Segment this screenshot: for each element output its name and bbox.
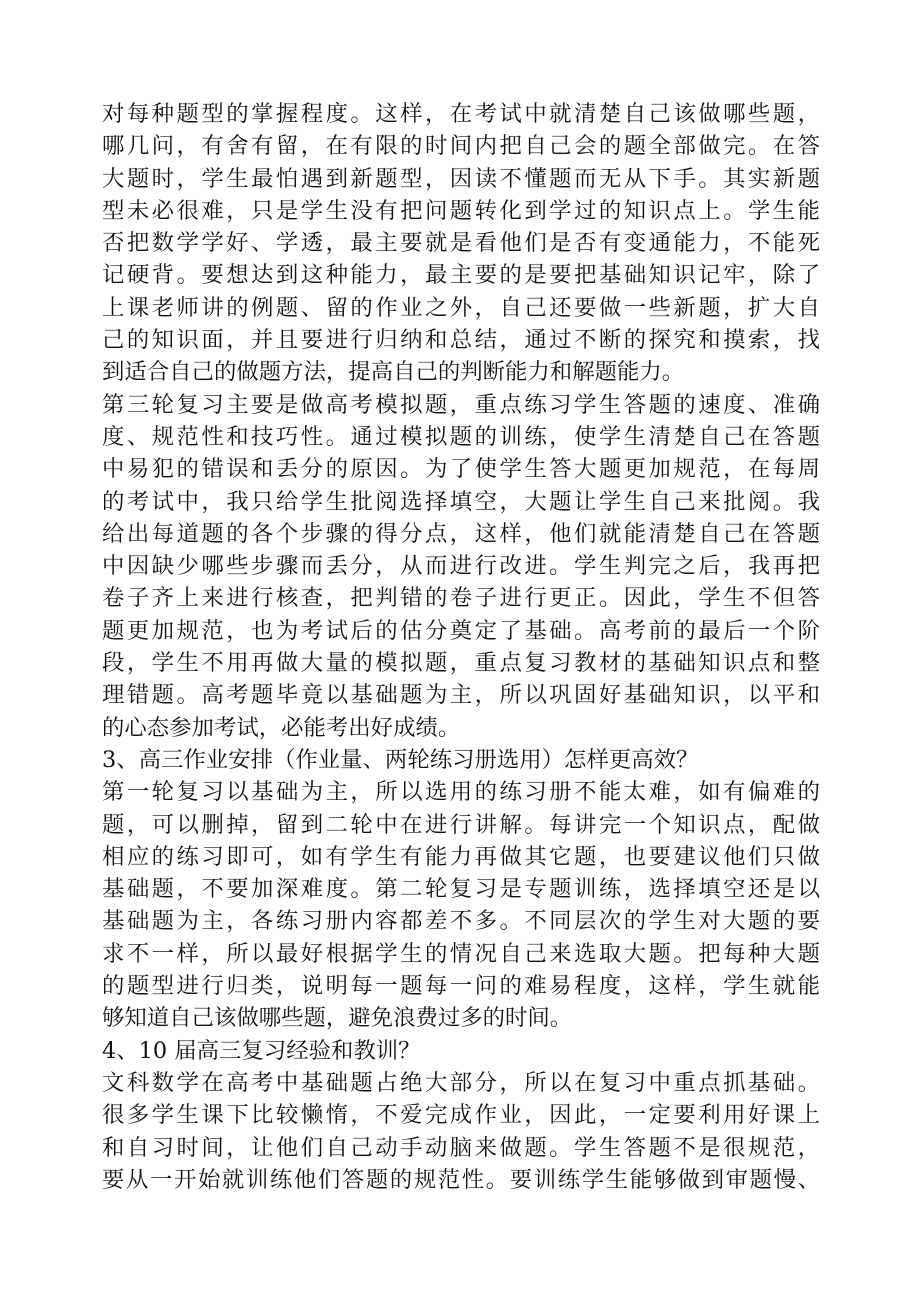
text-line: 度、规范性和技巧性。通过模拟题的训练，使学生清楚自己在答题 [102,423,820,450]
paragraph-lessons [102,1067,820,1196]
text-line: 到适合自己的做题方法，提高自己的判断能力和解题能力。 [102,359,685,386]
text-line: 己的知识面，并且要进行归纳和总结，通过不断的探究和摸索，找 [102,327,820,354]
text-line: 卷子齐上来进行核查，把判错的卷子进行更正。因此，学生不但答 [102,585,820,612]
text-line: 够知道自己该做哪些题，避免浪费过多的时间。 [102,1005,573,1032]
text-line: 给出每道题的各个步骤的得分点，这样，他们就能清楚自己在答题 [102,520,820,547]
section-heading: 3、高三作业安排（作业量、两轮练习册选用）怎样更高效？ [102,746,699,773]
heading-question-4 [102,1035,820,1067]
text-line: 第一轮复习以基础为主，所以选用的练习册不能太难，如有偏难的 [102,779,820,806]
text-line: 型未必很难，只是学生没有把问题转化到学过的知识点上。学生能 [102,197,820,224]
heading-question-3 [102,744,820,776]
text-line: 很多学生课下比较懒惰，不爱完成作业，因此，一定要利用好课上 [102,1102,820,1129]
text-line: 中因缺少哪些步骤而丢分，从而进行改进。学生判完之后，我再把 [102,553,820,580]
text-line: 对每种题型的掌握程度。这样，在考试中就清楚自己该做哪些题， [102,101,820,127]
paragraph-third-round-review [102,389,820,744]
paragraph-continuation [102,98,820,389]
text-line: 的题型进行归类，说明每一题每一问的难易程度，这样，学生就能 [102,973,820,1000]
text-line: 要从一开始就训练他们答题的规范性。要训练学生能够做到审题慢、 [102,1166,820,1193]
text-line: 基础题为主，各练习册内容都差不多。不同层次的学生对大题的要 [102,908,820,935]
text-line: 第三轮复习主要是做高考模拟题，重点练习学生答题的速度、准确 [102,391,820,418]
text-line: 的心态参加考试，必能考出好成绩。 [102,714,461,741]
section-heading: 4、10 届高三复习经验和教训？ [102,1037,421,1064]
document-page [102,98,820,1196]
text-line: 相应的练习即可，如有学生有能力再做其它题，也要建议他们只做 [102,843,820,870]
text-line: 的考试中，我只给学生批阅选择填空，大题让学生自己来批阅。我 [102,488,820,515]
paragraph-homework-arrangement [102,776,820,1034]
text-line: 题，可以删掉，留到二轮中在进行讲解。每讲完一个知识点，配做 [102,811,820,838]
text-line: 求不一样，所以最好根据学生的情况自己来选取大题。把每种大题 [102,940,820,967]
text-line: 中易犯的错误和丢分的原因。为了使学生答大题更加规范，在每周 [102,456,820,483]
text-line: 理错题。高考题毕竟以基础题为主，所以巩固好基础知识，以平和 [102,682,820,709]
text-line: 记硬背。要想达到这种能力，最主要的是要把基础知识记牢，除了 [102,262,820,289]
text-line: 否把数学学好、学透，最主要就是看他们是否有变通能力，不能死 [102,230,820,257]
text-line: 和自习时间，让他们自己动手动脑来做题。学生答题不是很规范， [102,1134,820,1161]
text-line: 哪几问，有舍有留，在有限的时间内把自己会的题全部做完。在答 [102,133,820,160]
text-line: 大题时，学生最怕遇到新题型，因读不懂题而无从下手。其实新题 [102,165,820,192]
text-line: 上课老师讲的例题、留的作业之外，自己还要做一些新题，扩大自 [102,294,820,321]
text-line: 题更加规范，也为考试后的估分奠定了基础。高考前的最后一个阶 [102,617,820,644]
text-line: 段，学生不用再做大量的模拟题，重点复习教材的基础知识点和整 [102,650,820,677]
text-line: 基础题，不要加深难度。第二轮复习是专题训练，选择填空还是以 [102,876,820,903]
text-line: 文科数学在高考中基础题占绝大部分，所以在复习中重点抓基础。 [102,1069,820,1096]
